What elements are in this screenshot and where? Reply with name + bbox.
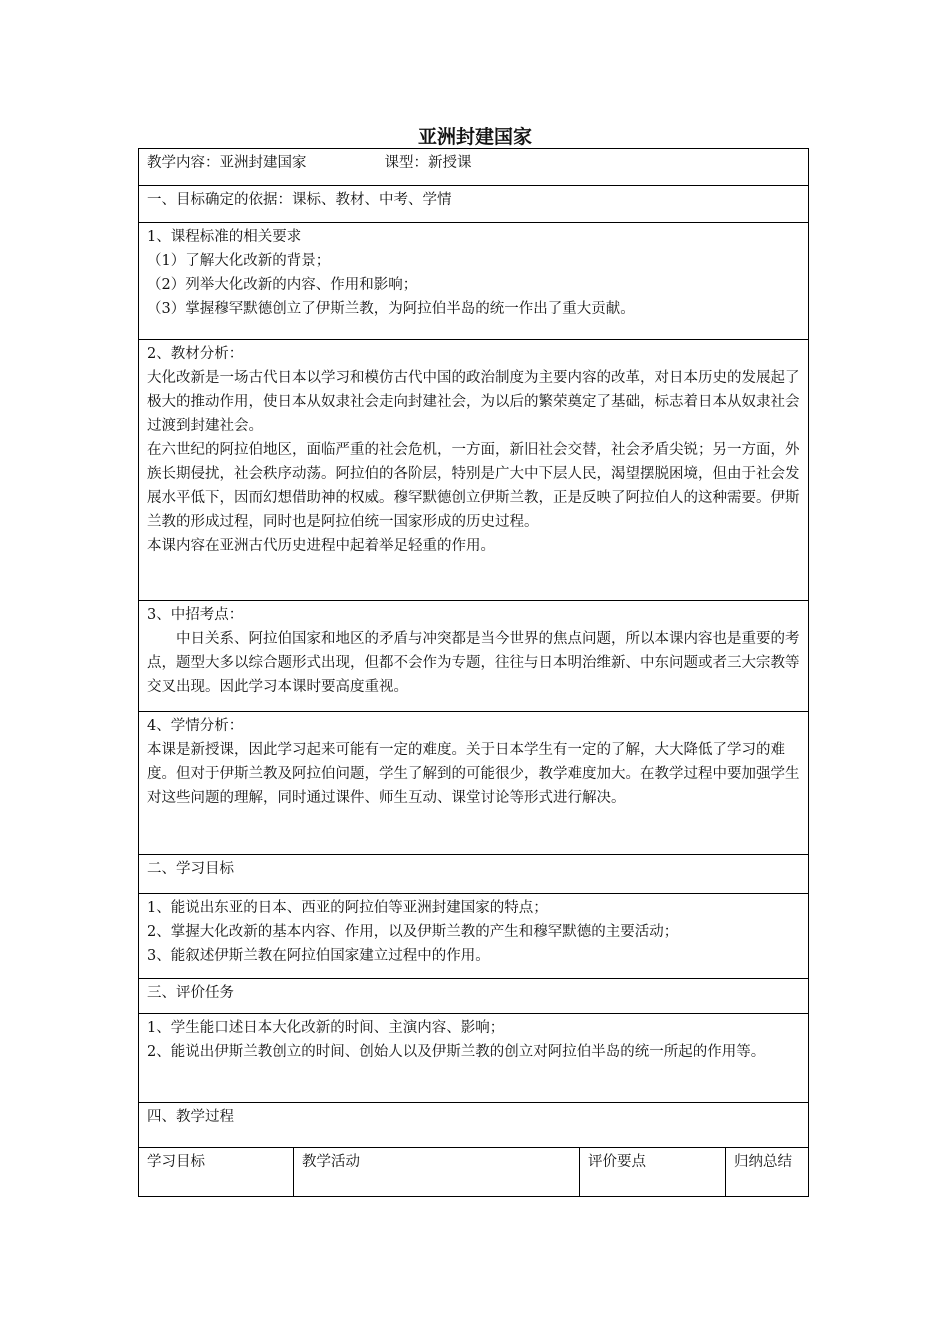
textbook-paragraph: 大化改新是一场古代日本以学习和模仿古代中国的政治制度为主要内容的改革，对日本历史的发展起了极大的推动作用，使日本从奴隶社会走向封建社会，为以后的繁荣奠定了基础，标志着日本从奴隶社会过渡到封建社会。 xyxy=(147,370,800,434)
standards-item: （2）列举大化改新的内容、作用和影响； xyxy=(147,277,418,293)
textbook-heading: 2、教材分析： xyxy=(147,346,244,362)
textbook-paragraph: 在六世纪的阿拉伯地区，面临严重的社会危机，一方面，新旧社会交替，社会矛盾尖锐；另一方面，外族长期侵扰，社会秩序动荡。阿拉伯的各阶层，特别是广大中下层人民，渴望摆脱困境，但由于社会发展水平低下，因而幻想借助神的权威。穆罕默德创立伊斯兰教，正是反映了阿拉伯人的这种需要。伊斯兰教的形成过程，同时也是阿拉伯统一国家形成的历史过程。 xyxy=(147,442,800,530)
section2-heading: 二、学习目标 xyxy=(139,855,809,894)
process-col-activity: 教学活动 xyxy=(294,1148,580,1196)
process-col-summary: 归纳总结 xyxy=(726,1148,809,1196)
process-col-eval: 评价要点 xyxy=(580,1148,726,1196)
header-row xyxy=(139,149,809,186)
students-cell xyxy=(139,712,809,855)
section3-heading-row xyxy=(139,979,809,1014)
section2-heading-row xyxy=(139,855,809,894)
students-row xyxy=(139,712,809,855)
tasks-cell xyxy=(139,1014,809,1103)
standards-row xyxy=(139,223,809,340)
process-col-goal: 学习目标 xyxy=(139,1148,294,1196)
goals-row xyxy=(139,894,809,979)
task-item: 2、能说出伊斯兰教创立的时间、创始人以及伊斯兰教的创立对阿拉伯半岛的统一所起的作用等。 xyxy=(147,1044,766,1060)
type-label: 课型：新授课 xyxy=(384,155,472,171)
tasks-row xyxy=(139,1014,809,1103)
section4-heading-row xyxy=(139,1103,809,1148)
section4-heading: 四、教学过程 xyxy=(139,1103,809,1148)
exam-paragraph: 中日关系、阿拉伯国家和地区的矛盾与冲突都是当今世界的焦点问题，所以本课内容也是重要的考点，题型大多以综合题形式出现，但都不会作为专题，往往与日本明治维新、中东问题或者三大宗教等交叉出现。因此学习本课时要高度重视。 xyxy=(147,631,800,695)
textbook-cell xyxy=(139,340,809,601)
document-title: 亚洲封建国家 xyxy=(417,126,532,148)
standards-cell xyxy=(139,223,809,340)
process-cell xyxy=(139,1148,809,1197)
standards-heading: 1、课程标准的相关要求 xyxy=(147,229,302,245)
process-row xyxy=(139,1148,809,1197)
lesson-plan-table xyxy=(138,148,809,1197)
standards-item: （3）掌握穆罕默德创立了伊斯兰教，为阿拉伯半岛的统一作出了重大贡献。 xyxy=(147,301,635,317)
task-item: 1、学生能口述日本大化改新的时间、主演内容、影响； xyxy=(147,1020,505,1036)
goal-item: 3、能叙述伊斯兰教在阿拉伯国家建立过程中的作用。 xyxy=(147,948,490,964)
content-label: 教学内容：亚洲封建国家 xyxy=(147,155,307,171)
section3-heading: 三、评价任务 xyxy=(139,979,809,1014)
section1-heading-row xyxy=(139,186,809,223)
standards-item: （1）了解大化改新的背景； xyxy=(147,253,331,269)
textbook-paragraph: 本课内容在亚洲古代历史进程中起着举足轻重的作用。 xyxy=(147,538,495,554)
textbook-row xyxy=(139,340,809,601)
goal-item: 2、掌握大化改新的基本内容、作用，以及伊斯兰教的产生和穆罕默德的主要活动； xyxy=(147,924,679,940)
students-heading: 4、学情分析： xyxy=(147,718,244,734)
process-table xyxy=(139,1148,808,1196)
exam-row xyxy=(139,601,809,712)
section1-heading: 一、目标确定的依据：课标、教材、中考、学情 xyxy=(139,186,809,223)
goals-cell xyxy=(139,894,809,979)
exam-heading: 3、中招考点： xyxy=(147,607,244,623)
exam-cell xyxy=(139,601,809,712)
goal-item: 1、能说出东亚的日本、西亚的阿拉伯等亚洲封建国家的特点； xyxy=(147,900,548,916)
students-paragraph: 本课是新授课，因此学习起来可能有一定的难度。关于日本学生有一定的了解，大大降低了学习的难度。但对于伊斯兰教及阿拉伯问题，学生了解到的可能很少，教学难度加大。在教学过程中要加强学生对这些问题的理解，同时通过课件、师生互动、课堂讨论等形式进行解决。 xyxy=(147,742,800,806)
header-cell xyxy=(139,149,809,186)
